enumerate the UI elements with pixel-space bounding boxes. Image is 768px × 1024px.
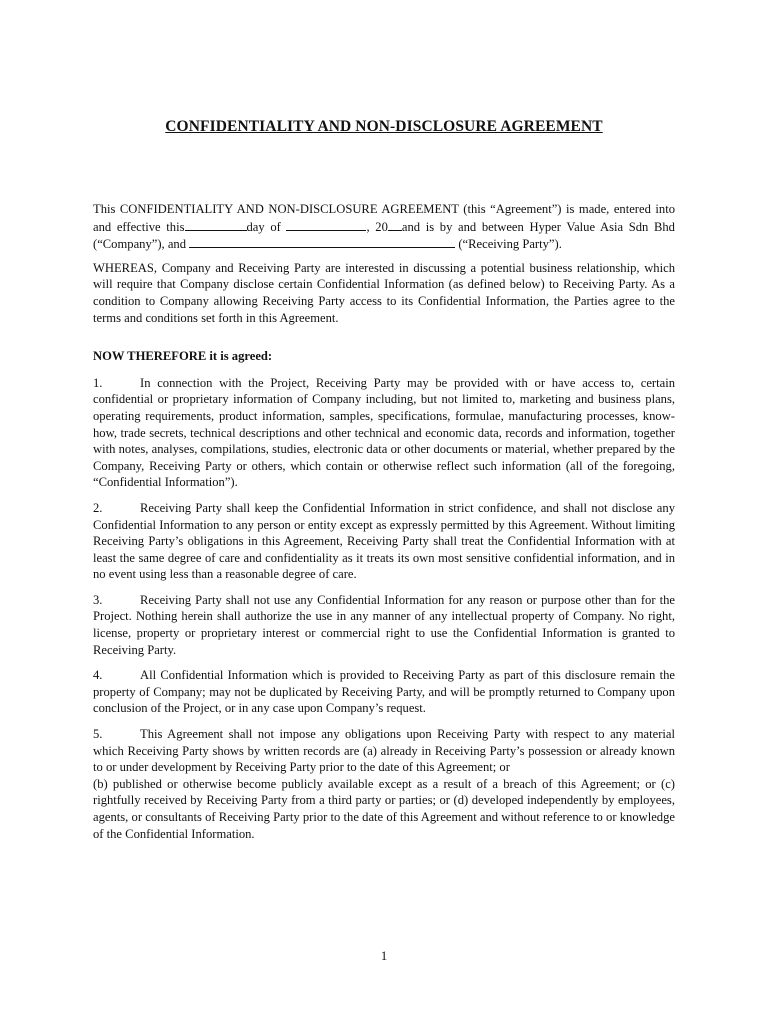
clause-3 — [93, 592, 675, 658]
clause-5-continued: (b) published or otherwise become publicly available except as a result of a breach of this Agreement; or (c) rightfully received by Receiving Party from a third party or parties; or (d) developed independently by employees, agents, or consultants of Receiving Party prior to the date of this Agreement and without reference to or knowledge of the Confidential Information. — [93, 776, 675, 841]
clause-text: Receiving Party shall not use any Confidential Information for any reason or purpose other than for the Project. Nothing herein shall authorize the use in any manner of any intellectual property of Company. No right, license, property or proprietary interest or commercial right to use the Confidential Information is granted to Receiving Party. — [93, 592, 675, 657]
date-year-blank[interactable] — [388, 218, 402, 231]
clause-text: In connection with the Project, Receiving Party may be provided with or have access to, certain confidential or proprietary information of Company including, but not limited to, marketing and business plans, operating requirements, product information, samples, specifications, formulae, manufacturing processes, know-how, trade secrets, technical descriptions and other technical and economic data, records and information, together with notes, analyses, compilations, studies, electronic data or other documents or material, whether prepared by the Company, Receiving Party or others, which contain or otherwise reflect such information (all of the foregoing, “Confidential Information”). — [93, 375, 675, 490]
receiving-party-name-blank[interactable] — [189, 235, 455, 248]
clause-number: 3. — [93, 592, 103, 607]
clause-number: 5. — [93, 727, 103, 742]
clause-number: 4. — [93, 668, 103, 683]
clause-text: All Confidential Information which is provided to Receiving Party as part of this disclosure remain the property of Company; may not be duplicated by Receiving Party, and will be promptly returned to Company upon conclusion of the Project, or in any case upon Company’s request. — [93, 668, 675, 716]
document-title: CONFIDENTIALITY AND NON-DISCLOSURE AGREEMENT — [165, 118, 603, 135]
intro-text-5: (“Receiving Party”). — [458, 237, 562, 252]
clause-2 — [93, 500, 675, 583]
whereas-paragraph: WHEREAS, Company and Receiving Party are interested in discussing a potential business relationship, which will require that Company disclose certain Confidential Information (as defined below) to Receiving Party. As a condition to Company allowing Receiving Party access to its Confidential Information, the Parties agree to the terms and conditions set forth in this Agreement. — [93, 260, 675, 325]
intro-text-1: This CONFIDENTIALITY AND NON-DISCLOSURE AGREEMENT (this “Agreement”) is made, entered into and effective this — [93, 202, 675, 234]
date-day-blank[interactable] — [185, 218, 247, 231]
clause-number: 2. — [93, 500, 103, 515]
document-body — [93, 201, 675, 851]
clause-5 — [93, 726, 675, 776]
intro-paragraph — [93, 201, 675, 253]
date-month-blank[interactable] — [286, 218, 366, 231]
intro-text-2: day of — [246, 219, 281, 234]
clause-number: 1. — [93, 375, 103, 390]
intro-text-4: and is by and between Hyper Value Asia Sdn Bhd (“Company”), and — [93, 219, 675, 252]
intro-text-3: , 20 — [366, 219, 388, 234]
clause-text: This Agreement shall not impose any obligations upon Receiving Party with respect to any material which Receiving Party shows by written records are (a) already in Receiving Party’s possession or already known to or under development by Receiving Party prior to the date of this Agreement; or — [93, 727, 675, 775]
page-number: 1 — [380, 949, 388, 963]
agreement-heading: NOW THEREFORE it is agreed: — [93, 349, 273, 364]
clause-1 — [93, 375, 675, 491]
clause-text: Receiving Party shall keep the Confidential Information in strict confidence, and shall not disclose any Confidential Information to any person or entity except as expressly permitted by this Agreement. Without limiting Receiving Party’s obligations in this Agreement, Receiving Party shall treat the Confidential Information with at least the same degree of care and confidentiality as it treats its own most sensitive confidential information, and in no event using less than a reasonable degree of care. — [93, 500, 675, 582]
clause-4 — [93, 667, 675, 717]
